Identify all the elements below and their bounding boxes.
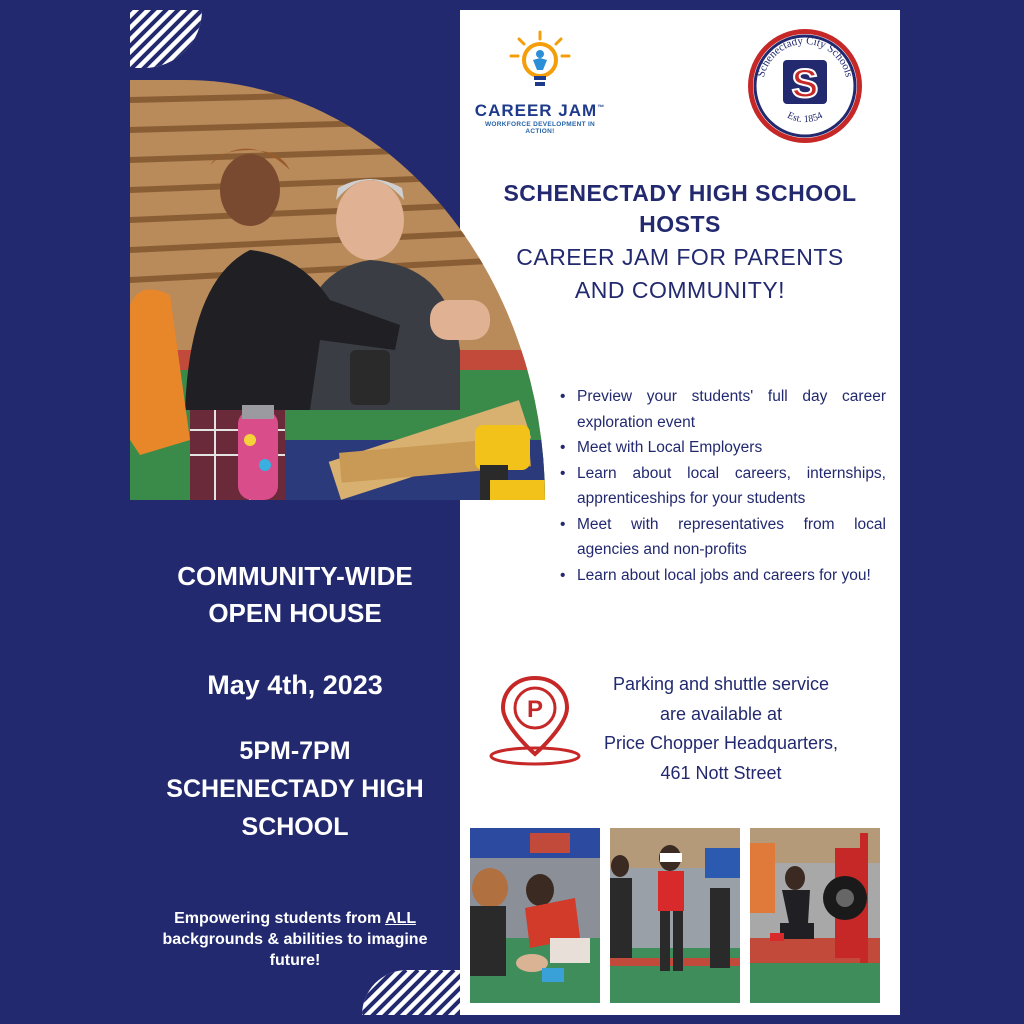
parking-info [582,670,860,788]
seal-name: Schenectady City Schools [755,34,855,79]
photo-vr-headsets [610,828,740,1003]
photo-cpr-training [470,828,600,1003]
career-jam-tagline: WORKFORCE DEVELOPMENT IN ACTION! [484,121,596,135]
flyer [130,10,900,1015]
headline-line1: SCHENECTADY HIGH SCHOOL [503,180,857,206]
parking-line2: are available at [659,703,783,724]
tagline-prefix: Empowering students from [174,910,386,927]
event-time-venue [130,732,460,846]
headline-line3: CAREER JAM FOR PARENTS [516,244,844,270]
open-house-line1: COMMUNITY-WIDE [177,561,413,591]
svg-text:P: P [526,696,544,723]
seal-established: Est. 1854 [785,110,825,126]
event-date: May 4th, 2023 [207,670,383,700]
tagline [130,908,460,971]
headline-line4: AND COMMUNITY! [574,277,786,303]
photo-strip [470,828,890,1003]
career-jam-logo [470,30,610,140]
parking-line1: Parking and shuttle service [612,674,830,694]
lightbulb-icon [505,30,575,92]
tagline-suffix: backgrounds & abilities to imagine future! [162,931,428,969]
parking-pin-icon [485,670,585,770]
photo-tire-station [750,828,880,1003]
parking-line4: 461 Nott Street [660,762,782,783]
list-item: • Learn about local jobs and careers for you! [560,563,886,589]
open-house-line2: OPEN HOUSE [208,598,382,628]
event-time: 5PM-7PM [239,737,351,765]
schenectady-city-schools-seal [745,26,865,146]
event-venue-line1: SCHENECTADY HIGH [166,775,424,803]
list-item: • Preview your students' full day career exploration event [560,384,886,435]
career-jam-name: CAREER JAM [474,101,598,120]
headline [470,178,890,306]
career-jam-trademark: ™ [597,104,606,112]
parking-line3: Price Chopper Headquarters, [603,733,839,753]
open-house-title [130,558,460,632]
list-item: • Meet with representatives from local agencies and non-profits [560,512,886,563]
seal-letter: S [791,62,819,106]
list-item: • Meet with Local Employers [560,435,886,461]
benefits-list [560,384,886,588]
tagline-emphasis: ALL [385,910,416,927]
headline-line2: HOSTS [639,211,721,237]
list-item: • Learn about local careers, internships, apprenticeships for your students [560,461,886,512]
event-venue-line2: SCHOOL [241,813,349,841]
